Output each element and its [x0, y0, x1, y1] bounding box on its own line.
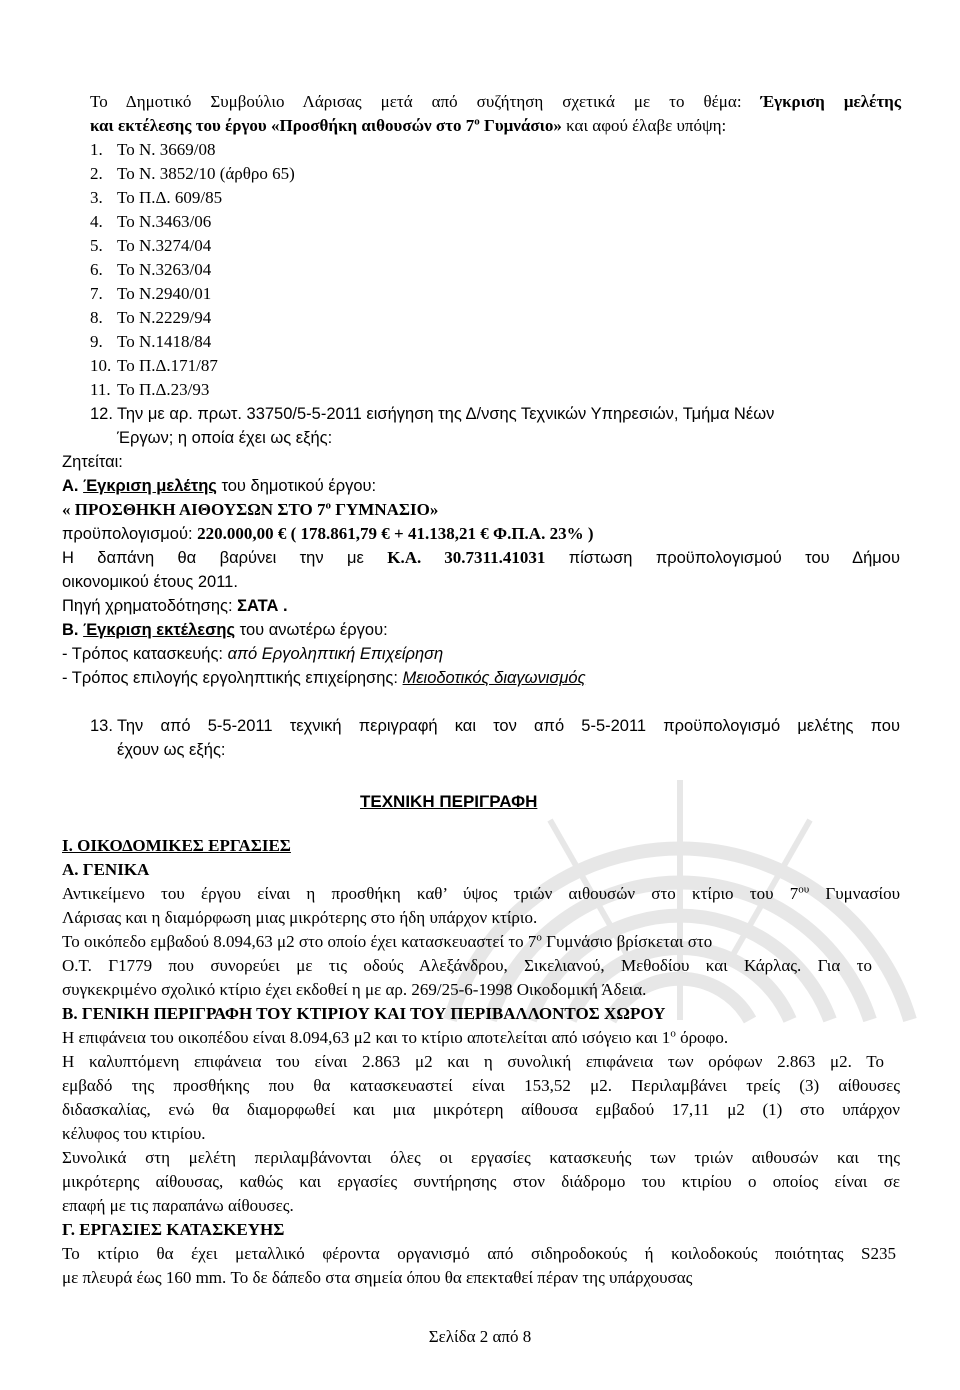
section-heading: Α. ΓΕΝΙΚΑ: [62, 860, 150, 879]
list-item: 9. Το Ν.1418/84: [90, 332, 212, 351]
intro-line-2: και εκτέλεσης του έργου «Προσθήκη αιθουσών στο $7^o$ Γυμνάσιο» και αφού έλαβε υπόψη:: [90, 115, 727, 135]
contractor-selection-method: - Τρόπος επιλογής εργοληπτικής επιχείρησης: Μειοδοτικός διαγωνισμός: [62, 669, 586, 687]
list-item-continuation: Έργων; η οποία έχει ως εξής:: [117, 429, 333, 447]
paragraph-line: διδασκαλίας, ενώ θα διαμορφωθεί και μια μικρότερη αίθουσα εμβαδού 17,11 μ2 (1) στο υπάρχον: [62, 1100, 900, 1119]
list-item: 10. Το Π.Δ.171/87: [90, 356, 218, 375]
list-item: 4. Το Ν.3463/06: [90, 212, 212, 231]
paragraph-line: Η καλυπτόμενη επιφάνεια του είναι 2.863 μ2 και η συνολική επιφάνεια των ορόφων 2.863 μ2. Το: [62, 1052, 884, 1071]
list-item: 3. Το Π.Δ. 609/85: [90, 188, 223, 207]
list-item: 5. Το Ν.3274/04: [90, 236, 212, 255]
list-item: 2. Το Ν. 3852/10 (άρθρο 65): [90, 164, 295, 183]
paragraph-line: συγκεκριμένο σχολικό κτίριο έχει εκδοθεί η με αρ. 269/25-6-1998 Οικοδομική Άδεια.: [62, 980, 647, 999]
expense-year: οικονομικού έτους 2011.: [62, 573, 238, 591]
approval-execution-line: Β. Έγκριση εκτέλεσης του ανωτέρω έργου:: [62, 621, 388, 639]
paragraph-line: Αντικείμενο του έργου είναι η προσθήκη καθ’ ύψος τριών αιθουσών στο κτίριο του $7^{o\upsilon}$ Γυμνασίου: [62, 883, 900, 903]
expense-line: Η δαπάνη θα βαρύνει την με Κ.Α. 30.7311.41031 πίστωση προϋπολογισμού του Δήμου: [62, 548, 901, 567]
paragraph-line: Το κτίριο θα έχει μεταλλικό φέροντα οργανισμό από σιδηροδοκούς ή κοιλοδοκούς ποιότητας S235: [62, 1244, 896, 1263]
list-item: 12. Την με αρ. πρωτ. 33750/5-5-2011 εισήγηση της Δ/νσης Τεχνικών Υπηρεσιών, Τμήμα Νέων: [90, 405, 775, 423]
list-item: 6. Το Ν.3263/04: [90, 260, 212, 279]
project-title: « ΠΡΟΣΘΗΚΗ ΑΙΘΟΥΣΩΝ ΣΤΟ $7^o$ ΓΥΜΝΑΣΙΟ»: [62, 499, 439, 519]
paragraph-line: Η επιφάνεια του οικοπέδου είναι 8.094,63 μ2 και το κτίριο αποτελείται από ισόγειο και $1^o$ όροφο.: [62, 1027, 729, 1047]
list-item: 13. Την από 5-5-2011 τεχνική περιγραφή και τον από 5-5-2011 προϋπολογισμό μελέτης που: [90, 717, 900, 735]
paragraph-line: επαφή με τις παραπάνω αίθουσες.: [62, 1196, 294, 1215]
list-item: 1. Το Ν. 3669/08: [90, 140, 216, 159]
paragraph-line: κέλυφος του κτιρίου.: [62, 1124, 206, 1143]
intro-line-1: Το Δημοτικό Συμβούλιο Λάρισας μετά από συζήτηση σχετικά με το θέμα: Έγκριση μελέτης: [90, 92, 901, 111]
requested-label: Ζητείται:: [62, 453, 123, 471]
paragraph-line: Λάρισας και η διαμόρφωση μιας μικρότερης στο ήδη υπάρχον κτίριο.: [62, 908, 538, 927]
paragraph-line: εμβαδό της προσθήκης που θα κατασκευαστεί είναι 153,52 μ2. Περιλαμβάνει τρείς (3) αίθουσες: [62, 1076, 900, 1095]
list-item-continuation: έχουν ως εξής:: [117, 741, 226, 759]
paragraph-line: Συνολικά στη μελέτη περιλαμβάνονται όλες οι εργασίες κατασκευής των τριών αιθουσών και της: [62, 1148, 900, 1167]
list-item: 7. Το Ν.2940/01: [90, 284, 212, 303]
paragraph-line: με πλευρά έως 160 mm. Το δε δάπεδο στα σημεία όπου θα επεκταθεί πέραν της υπάρχουσας: [62, 1268, 693, 1287]
list-item: 11. Το Π.Δ.23/93: [90, 380, 210, 399]
construction-method: - Τρόπος κατασκευής: από Εργοληπτική Επιχείρηση: [62, 645, 444, 663]
paragraph-line: μικρότερης αίθουσας, καθώς και εργασίες συντήρησης στον διάδρομο του κτιρίου ο οποίος είναι σε: [62, 1172, 900, 1191]
list-item: 8. Το Ν.2229/94: [90, 308, 212, 327]
approval-study-line: Α. Έγκριση μελέτης του δημοτικού έργου:: [62, 477, 377, 495]
tech-description-title: ΤΕΧΝΙΚΗ ΠΕΡΙΓΡΑΦΗ: [360, 792, 538, 811]
paragraph-line: Ο.Τ. Γ1779 που συνορεύει με τις οδούς Αλεξάνδρου, Σικελιανού, Μεθοδίου και Κάρλας. Για το: [62, 956, 872, 975]
budget-line: προϋπολογισμού: 220.000,00 € ( 178.861,79 € + 41.138,21 € Φ.Π.Α. 23% ): [62, 524, 594, 543]
section-heading: Β. ΓΕΝΙΚΗ ΠΕΡΙΓΡΑΦΗ ΤΟΥ ΚΤΙΡΙΟΥ ΚΑΙ ΤΟΥ ΠΕΡΙΒΑΛΛΟΝΤΟΣ ΧΩΡΟΥ: [62, 1004, 666, 1023]
paragraph-line: Το οικόπεδο εμβαδού 8.094,63 μ2 στο οποίο έχει κατασκευαστεί το $7^o$ Γυμνάσιο βρίσκεται στο: [62, 931, 713, 951]
section-heading: Ι. ΟΙΚΟΔΟΜΙΚΕΣ ΕΡΓΑΣΙΕΣ: [62, 836, 291, 855]
funding-line: Πηγή χρηματοδότησης: ΣΑΤΑ .: [62, 597, 288, 615]
section-heading: Γ. ΕΡΓΑΣΙΕΣ ΚΑΤΑΣΚΕΥΗΣ: [62, 1220, 285, 1239]
page-number-footer: Σελίδα 2 από 8: [428, 1327, 532, 1346]
